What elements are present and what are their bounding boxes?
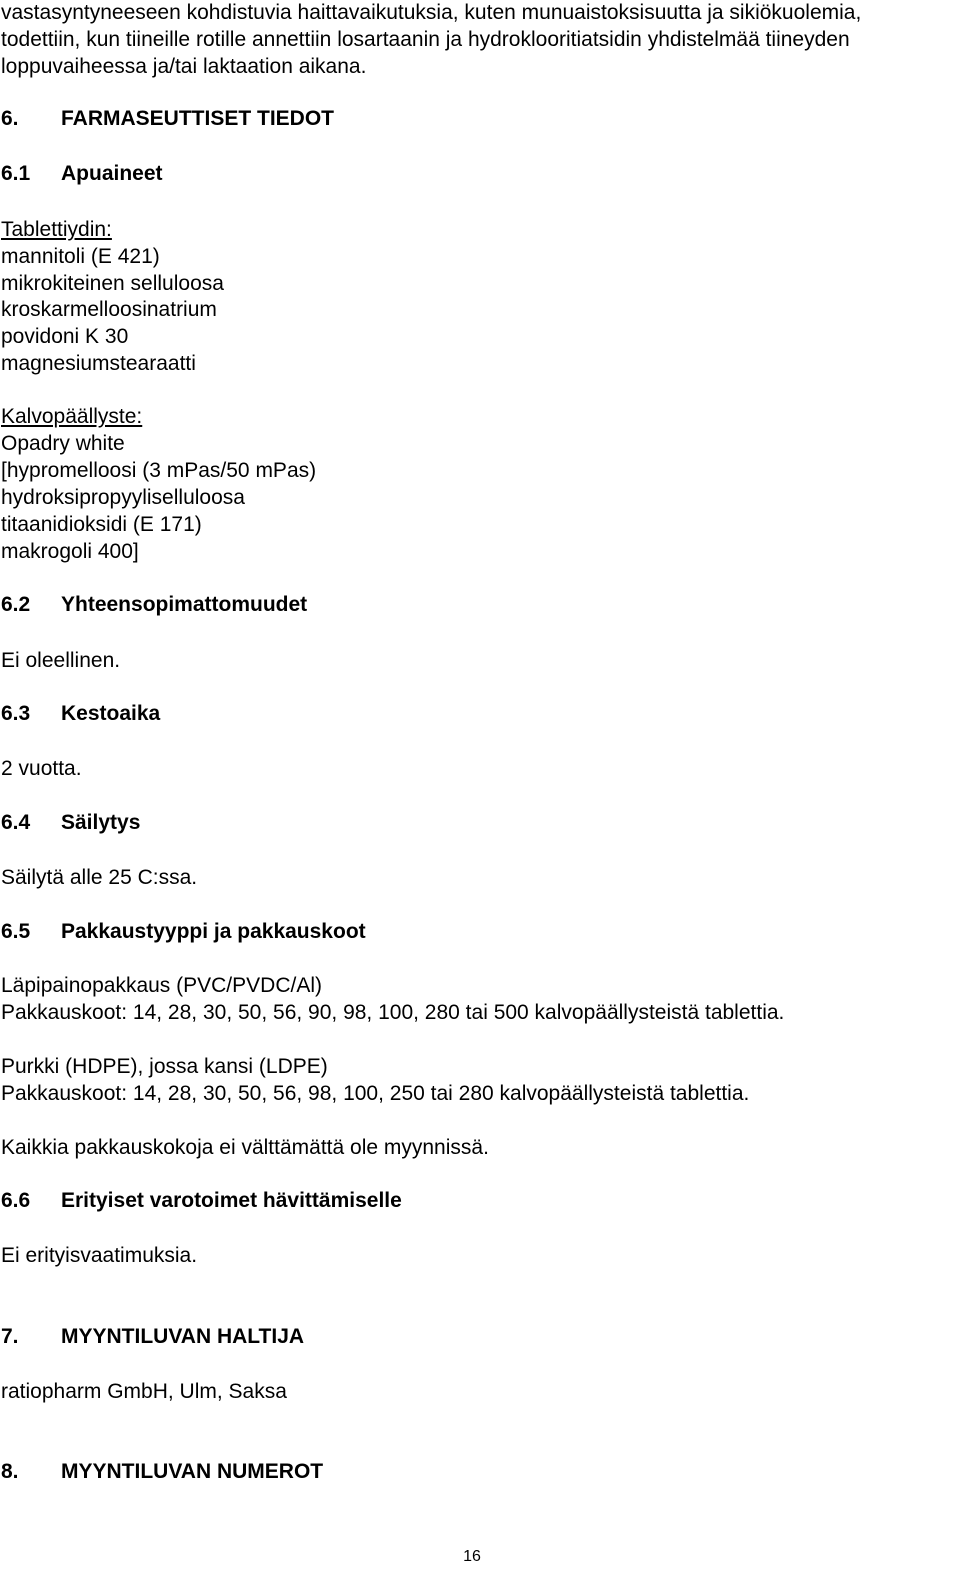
intro-line-1: vastasyntyneeseen kohdistuvia haittavaikutuksia, kuten munuaistoksisuutta ja sikiökuolemia, <box>1 1 862 24</box>
section-6-6-heading <box>1 1188 402 1214</box>
section-6-4-heading <box>1 810 140 836</box>
coat-item: titaanidioksidi (E 171) <box>1 513 202 536</box>
section-7-text: ratiopharm GmbH, Ulm, Saksa <box>1 1380 287 1403</box>
section-6-3-heading <box>1 701 160 727</box>
coat-item: makrogoli 400] <box>1 540 139 563</box>
section-6-2-text: Ei oleellinen. <box>1 649 121 672</box>
section-number: 6.1 <box>1 162 31 185</box>
section-number: 6.3 <box>1 702 31 725</box>
page-number: 16 <box>463 1548 481 1565</box>
section-number: 6.5 <box>1 920 31 943</box>
section-number: 7. <box>1 1325 19 1348</box>
core-item: povidoni K 30 <box>1 325 129 348</box>
section-number: 6. <box>1 107 19 130</box>
section-6-1-heading <box>1 161 163 187</box>
package-line: Läpipainopakkaus (PVC/PVDC/Al) <box>1 974 322 997</box>
section-number: 6.2 <box>1 593 31 616</box>
coat-item: [hypromelloosi (3 mPas/50 mPas) <box>1 459 317 482</box>
package-line: Kaikkia pakkauskokoja ei välttämättä ole myynnissä. <box>1 1136 489 1159</box>
coat-label: Kalvopäällyste: <box>1 405 143 428</box>
section-title: Säilytys <box>61 811 141 834</box>
coat-item: Opadry white <box>1 432 125 455</box>
section-title: Apuaineet <box>61 162 163 185</box>
section-title: Pakkaustyyppi ja pakkauskoot <box>61 920 366 943</box>
package-line: Pakkauskoot: 14, 28, 30, 50, 56, 90, 98, 100, 280 tai 500 kalvopäällysteistä tablettia. <box>1 1001 785 1024</box>
core-item: mikrokiteinen selluloosa <box>1 272 224 295</box>
section-7-heading <box>1 1324 304 1350</box>
package-line: Pakkauskoot: 14, 28, 30, 50, 56, 98, 100, 250 tai 280 kalvopäällysteistä tablettia. <box>1 1082 750 1105</box>
core-label: Tablettiydin: <box>1 218 112 241</box>
section-title: Kestoaika <box>61 702 161 725</box>
section-title: Erityiset varotoimet hävittämiselle <box>61 1189 402 1212</box>
core-item: kroskarmelloosinatrium <box>1 298 217 321</box>
package-line: Purkki (HDPE), jossa kansi (LDPE) <box>1 1055 328 1078</box>
section-title: MYYNTILUVAN HALTIJA <box>61 1325 305 1348</box>
intro-line-2: todettiin, kun tiineille rotille annettiin losartaanin ja hydroklooritiatsidin yhdistelmää tiineyden <box>1 28 850 51</box>
section-title: FARMASEUTTISET TIEDOT <box>61 107 334 130</box>
section-8-heading <box>1 1459 323 1485</box>
section-number: 8. <box>1 1460 19 1483</box>
section-6-3-text: 2 vuotta. <box>1 757 82 780</box>
section-6-2-heading <box>1 592 307 618</box>
section-title: MYYNTILUVAN NUMEROT <box>61 1460 324 1483</box>
intro-line-3: loppuvaiheessa ja/tai laktaation aikana. <box>1 55 367 78</box>
coat-item: hydroksipropyyliselluloosa <box>1 486 245 509</box>
section-6-4-text: Säilytä alle 25 C:ssa. <box>1 866 198 889</box>
section-title: Yhteensopimattomuudet <box>61 593 308 616</box>
section-6-5-heading <box>1 919 366 945</box>
core-item: mannitoli (E 421) <box>1 245 160 268</box>
section-number: 6.4 <box>1 811 31 834</box>
section-6-6-text: Ei erityisvaatimuksia. <box>1 1244 198 1267</box>
section-number: 6.6 <box>1 1189 31 1212</box>
core-item: magnesiumstearaatti <box>1 352 196 375</box>
section-6-heading <box>1 106 334 132</box>
